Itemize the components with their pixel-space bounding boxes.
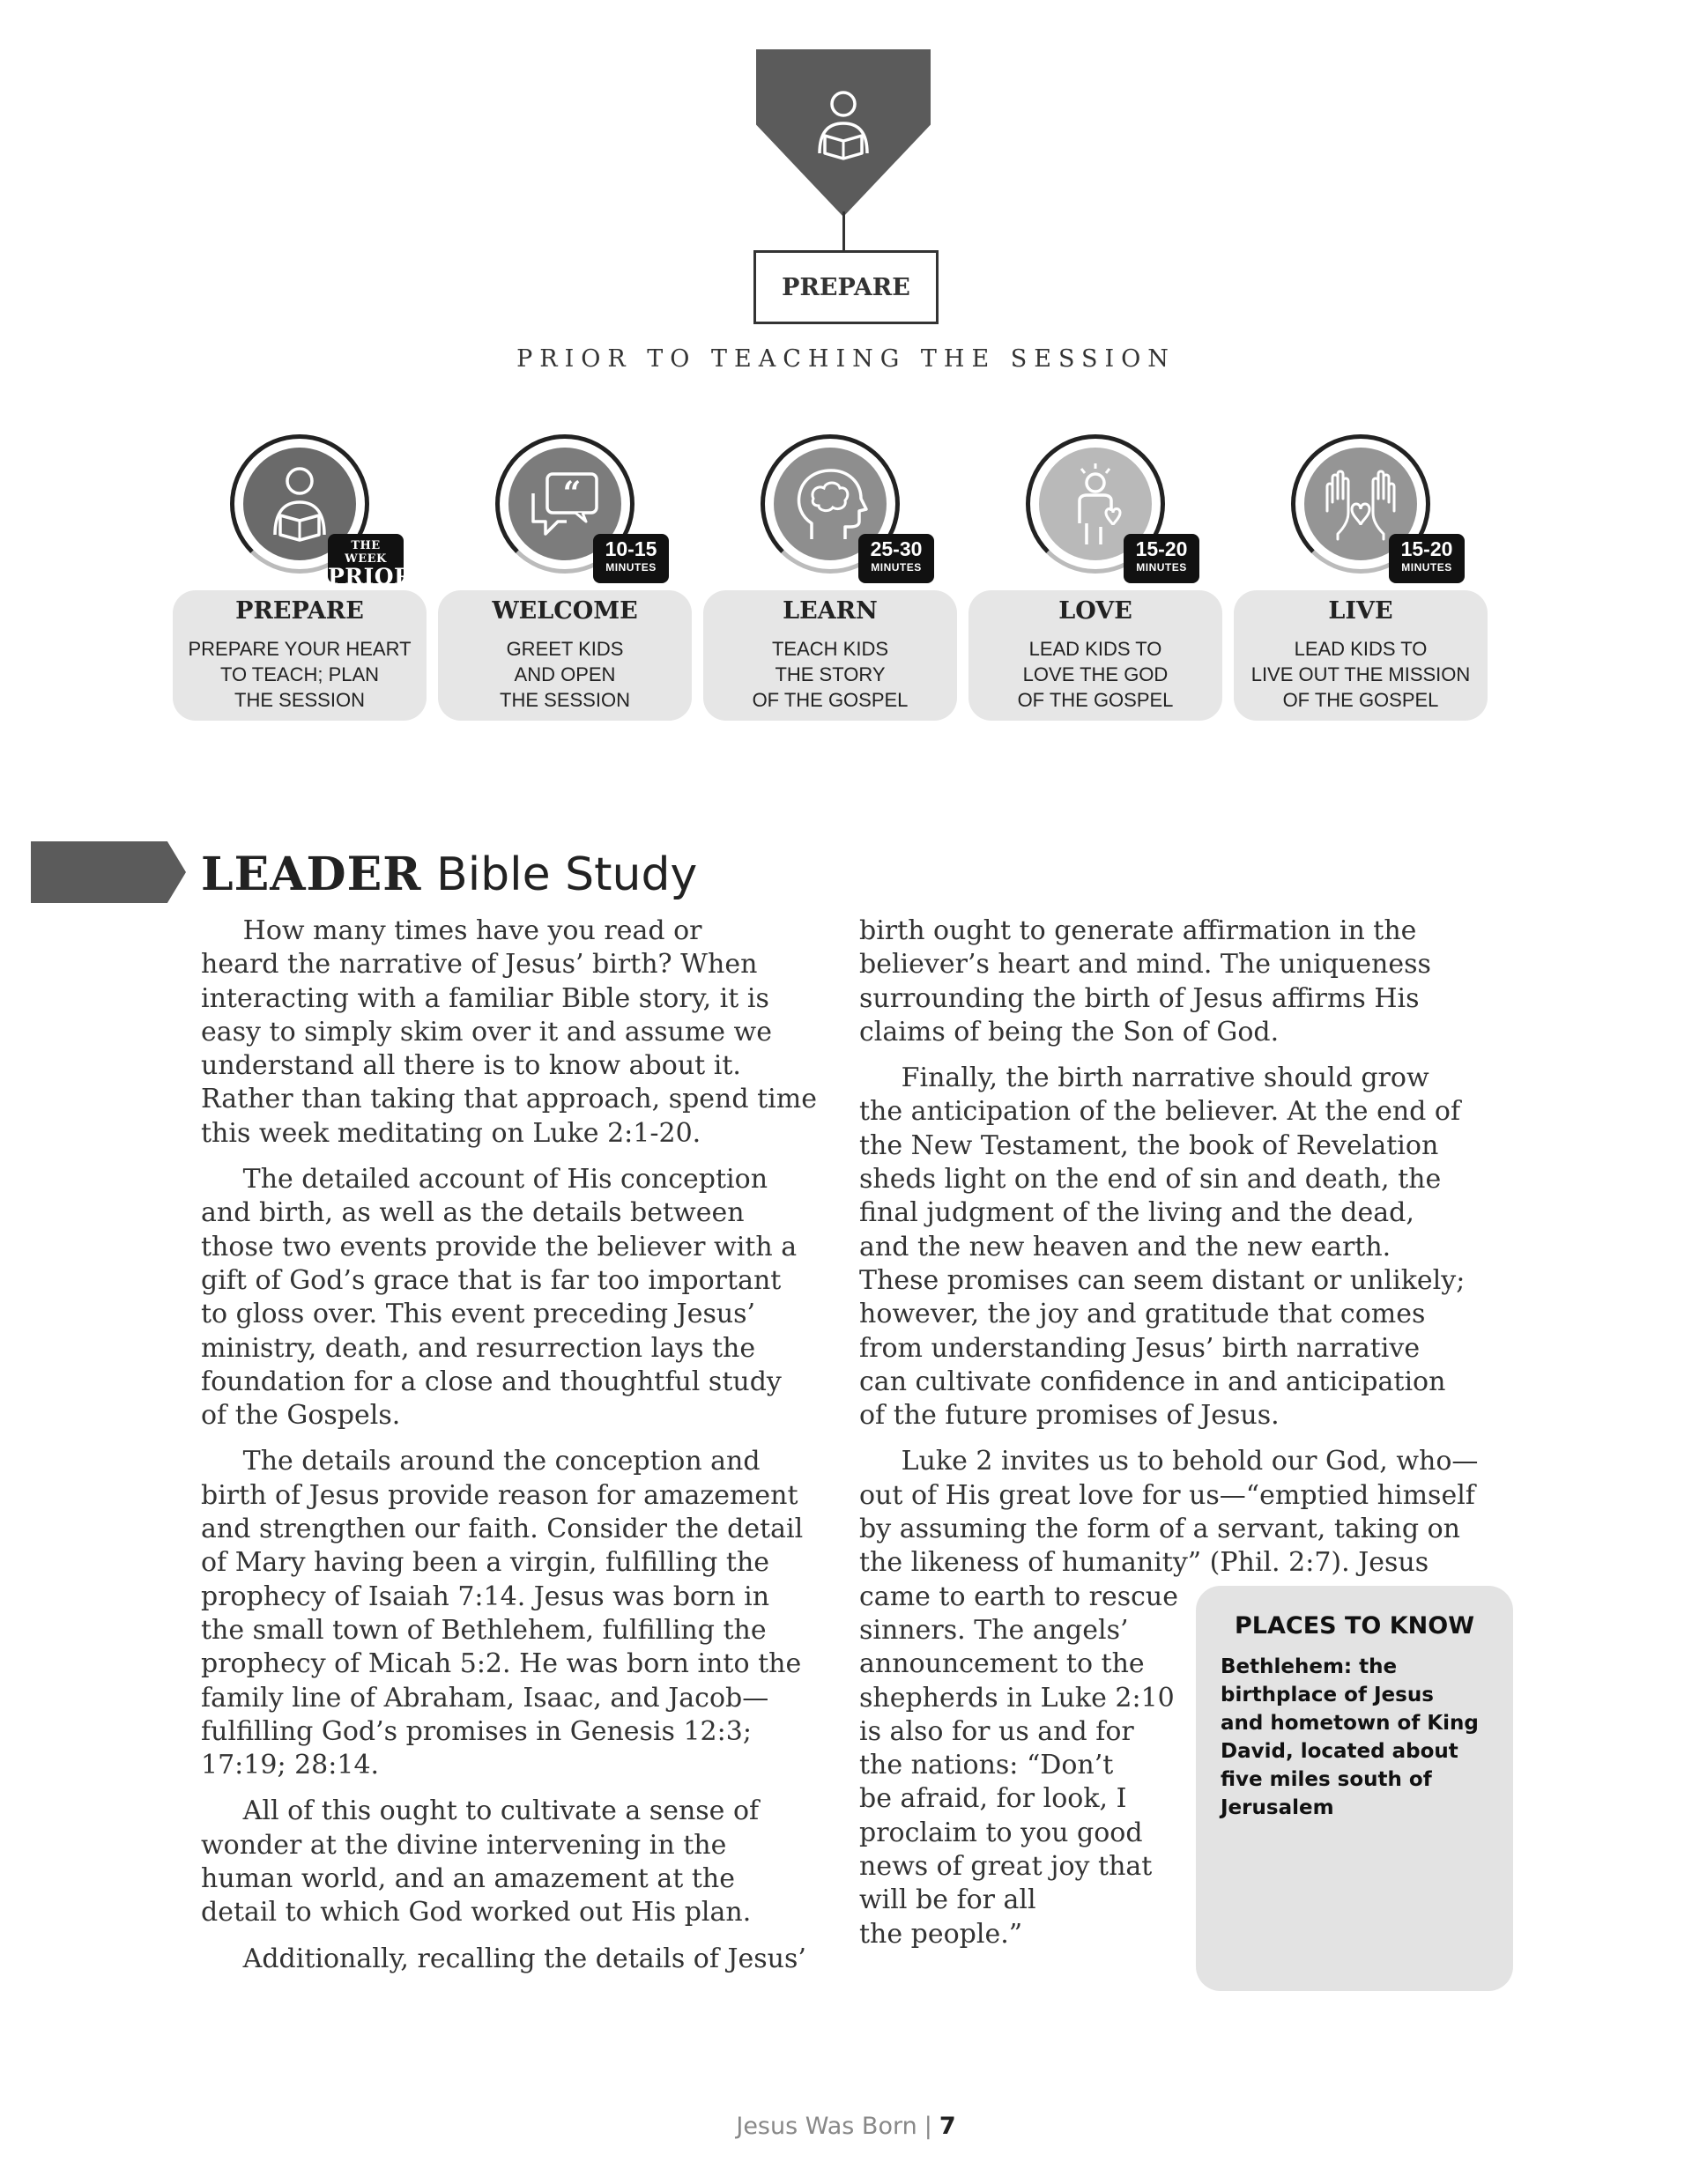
speech-bubbles-icon	[528, 467, 602, 541]
prepare-label-box: PREPARE	[753, 250, 939, 324]
head-brain-icon	[792, 465, 868, 543]
prior-caption: PRIOR TO TEACHING THE SESSION	[516, 345, 1176, 373]
step-love	[968, 432, 1222, 722]
step-learn	[703, 432, 957, 722]
paragraph: birth ought to generate affirmation in the believer’s heart and mind. The uniqueness surrounding the birth of Jesus affirms His claims of being the Son of God.	[859, 915, 1431, 1048]
reader-icon	[813, 90, 874, 160]
step-description: TEACH KIDS THE STORY OF THE GOSPEL	[752, 638, 909, 711]
step-welcome	[438, 432, 692, 722]
hands-heart-icon	[1320, 467, 1401, 541]
paragraph: The details around the conception and birth of Jesus provide reason for amazement and strengthen our faith. Consider the detail of Mary having been a virgin, fulfilling the prophecy of Isaiah 7:14. Jesus was born in the small town of Bethlehem, fulfilling the prophecy of Micah 5:2. He was born into the family line of Abraham, Isaac, and Jacob— fulfilling God’s promises in Genesis 12:3; 17:19; 28:14.	[201, 1446, 804, 1781]
paragraph: All of this ought to cultivate a sense of wonder at the divine intervening in the human world, and an amazement at the detail to which God worked out His plan.	[201, 1795, 760, 1929]
left-column	[201, 914, 835, 1988]
paragraph: The detailed account of His conception and birth, as well as the details between those two events provide the believer with a gift of God’s grace that is far too important to gloss over. This event preceding Jesus’ ministry, death, and resurrection lays the foundation for a close and thoughtful study of the Gospels.	[201, 1164, 798, 1432]
svg-text:“: “	[562, 475, 582, 512]
page-footer	[0, 2113, 1692, 2140]
footer-separator: |	[924, 2113, 932, 2140]
footer-title: Jesus Was Born	[736, 2113, 917, 2140]
paragraph: How many times have you read or heard the narrative of Jesus’ birth? When interacting with a familiar Bible story, it is easy to simply skim over it and assume we understand all there is to know about it. Rather than taking that approach, spend time this week meditating on Luke 2:1-20.	[201, 915, 817, 1149]
banner-connector	[842, 211, 845, 250]
section-tab	[31, 841, 186, 903]
reader-icon	[268, 466, 331, 542]
step-description: GREET KIDS AND OPEN THE SESSION	[500, 638, 630, 711]
step-description: LEAD KIDS TO LIVE OUT THE MISSION OF THE GOSPEL	[1250, 638, 1471, 711]
time-badge: 10-15 MINUTES	[593, 534, 669, 583]
time-badge: 25-30 MINUTES	[858, 534, 934, 583]
step-title: WELCOME	[492, 597, 638, 625]
section-heading-strong: LEADER	[201, 848, 422, 901]
step-title: LOVE	[1058, 597, 1132, 625]
time-badge: 15-20 MINUTES	[1389, 534, 1465, 583]
step-description: PREPARE YOUR HEART TO TEACH; PLAN THE SESSION	[188, 638, 412, 711]
places-to-know-box	[1196, 1586, 1513, 1991]
step-title: LIVE	[1328, 597, 1393, 625]
paragraph: Additionally, recalling the details of Jesus’	[201, 1943, 806, 1974]
prepare-banner	[756, 49, 931, 217]
places-to-know-title: PLACES TO KNOW	[1234, 1612, 1475, 1640]
step-title: PREPARE	[235, 597, 364, 625]
person-heart-icon	[1060, 462, 1131, 546]
step-live	[1234, 432, 1488, 722]
step-description: LEAD KIDS TO LOVE THE GOD OF THE GOSPEL	[1017, 638, 1174, 711]
step-title: LEARN	[783, 597, 878, 625]
section-heading-light: Bible Study	[436, 848, 698, 901]
page-number: 7	[939, 2113, 956, 2140]
step-prepare	[173, 432, 427, 722]
time-badge: 15-20 MINUTES	[1124, 534, 1199, 583]
places-to-know-text: Bethlehem: the birthplace of Jesus and hometown of King David, located about five miles south of Jerusalem	[1221, 1655, 1479, 1819]
paragraph: Luke 2 invites us to behold our God, who— out of His great love for us—“emptied himself by assuming the form of a servant, taking on the likeness of humanity” (Phil. 2:7). Jesus came to earth to rescue sinners. The angels’ announcement to the shepherds in Luke 2:10 is also for us and for the nations: “Don’t be afraid, for look, I proclaim to you good news of great joy that will be for all the people.”	[859, 1446, 1479, 1950]
section-heading	[201, 844, 697, 906]
time-badge: THE WEEK PRIOR	[328, 534, 404, 583]
paragraph: Finally, the birth narrative should grow the anticipation of the believer. At the end of the New Testament, the book of Revelation sheds light on the end of sin and death, the final judgment of the living and the dead, and the new heaven and the new earth. These promises can seem distant or unlikely; however, the joy and gratitude that comes from understanding Jesus’ birth narrative can cultivate confidence in and anticipation of the future promises of Jesus.	[859, 1062, 1466, 1432]
